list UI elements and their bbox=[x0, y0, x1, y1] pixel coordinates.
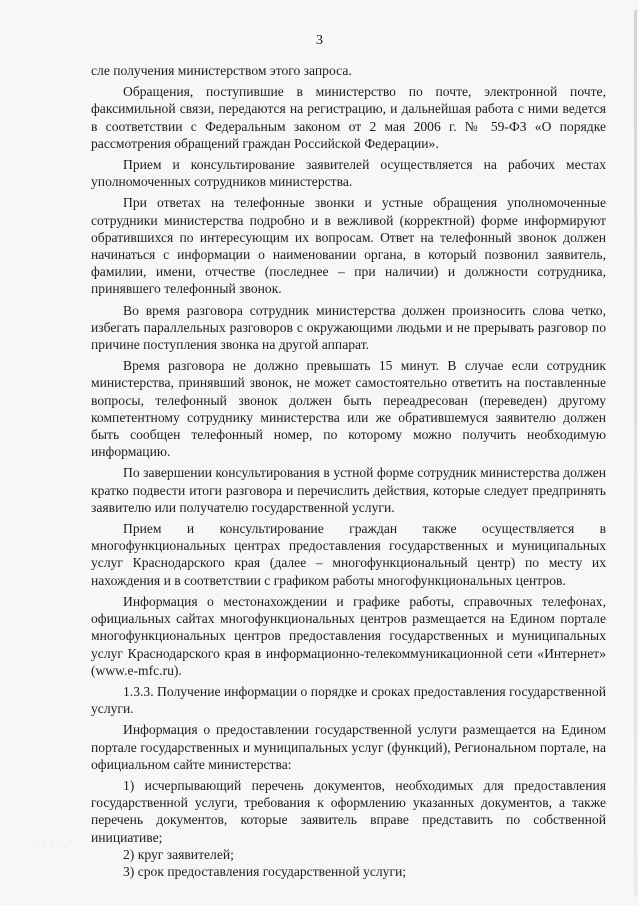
scan-edge-shadow bbox=[634, 10, 637, 895]
paragraph: Прием и консультирование граждан также осуществляется в многофункциональных центрах предоставления государственных и муниципальных услуг Краснодарского края (далее – многофункциональный центр) по месту их нахождения и в соответствии с графиком работы многофункциональных центров. bbox=[91, 521, 606, 588]
section-heading: 1.3.3. Получение информации о порядке и сроках предоставления государственной услуги. bbox=[91, 683, 606, 717]
paragraph: Время разговора не должно превышать 15 минут. В случае если сотрудник министерства, принявший звонок, не может самостоятельно ответить на поставленные вопросы, телефонный звонок должен быть переадресован (переведен) другому компетентному сотруднику министерства или же обратившемуся заявителю должен быть сообщен телефонный номер, по которому можно получить необходимую информацию. bbox=[91, 358, 606, 460]
scan-artifact: · · · · · bbox=[36, 843, 68, 852]
paragraph: При ответах на телефонные звонки и устные обращения уполномоченные сотрудники министерства подробно и в вежливой (корректной) форме информируют обратившихся по интересующим их вопросам. Ответ на телефонный звонок должен начинаться с информации о наименовании органа, в который позвонил заявитель, фамилии, имени, отчестве (последнее – при наличии) и должности сотрудника, принявшего телефонный звонок. bbox=[91, 195, 606, 297]
paragraph: Обращения, поступившие в министерство по почте, электронной почте, факсимильной связи, передаются на регистрацию, и дальнейшая работа с ними ведется в соответствии с Федеральным законом от 2 мая 2006 г. № 59-ФЗ «О порядке рассмотрения обращений граждан Российской Федерации». bbox=[91, 84, 606, 151]
paragraph: Информация о местонахождении и графике работы, справочных телефонах, официальных сайтах многофункциональных центров размещается на Едином портале многофункциональных центров предоставления государственных и муниципальных услуг Краснодарского края в информационно-телекоммуникационной сети «Интернет» (www.e-mfc.ru). bbox=[91, 593, 606, 678]
page-number: 3 bbox=[316, 33, 323, 48]
paragraph: Во время разговора сотрудник министерства должен произносить слова четко, избегать параллельных разговоров с окружающими людьми и не прерывать разговор по причине поступления звонка на другой аппарат. bbox=[91, 302, 606, 353]
paragraph: Прием и консультирование заявителей осуществляется на рабочих местах уполномоченных сотрудников министерства. bbox=[91, 157, 606, 190]
paragraph: По завершении консультирования в устной форме сотрудник министерства должен кратко подвести итоги разговора и перечислить действия, которые следует предпринять заявителю или получателю государственной услуги. bbox=[91, 465, 606, 515]
list-item: 3) срок предоставления государственной услуги; bbox=[123, 863, 407, 879]
paragraph: Информация о предоставлении государственной услуги размещается на Едином портале государственных и муниципальных услуг (функций), Региональном портале, на официальном сайте министерства: bbox=[91, 722, 606, 772]
list-item: 1) исчерпывающий перечень документов, необходимых для предоставления государственной услуги, требования к оформлению указанных документов, а также перечень документов, которые заявитель вправе представить по собственной инициативе; bbox=[91, 777, 606, 845]
document-body bbox=[91, 62, 606, 880]
paragraph: сле получения министерством этого запроса. bbox=[91, 63, 352, 78]
list-item: 2) круг заявителей; bbox=[123, 846, 234, 862]
